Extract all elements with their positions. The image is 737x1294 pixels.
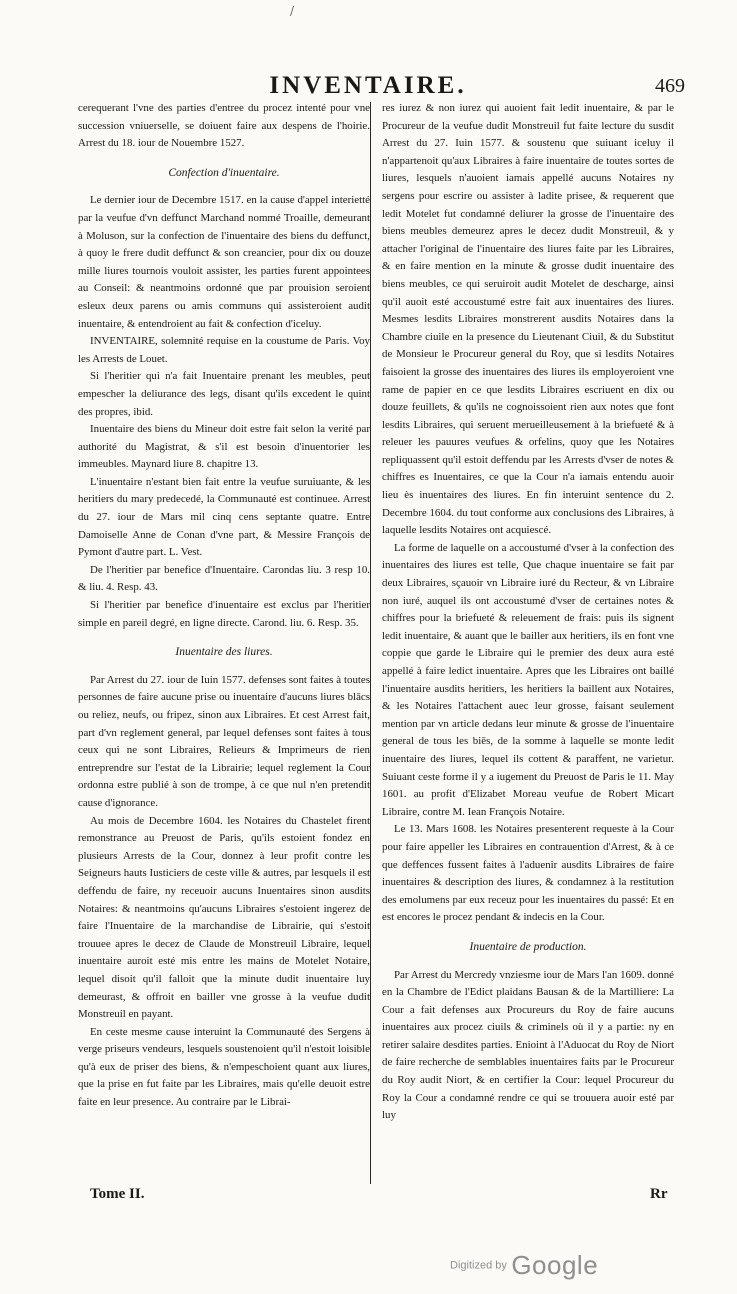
paragraph: INVENTAIRE, solemnité requise en la coustume de Paris. Voy les Arrests de Louet. (78, 335, 370, 365)
signature-mark: Rr (650, 1186, 668, 1202)
volume-label: Tome II. (90, 1186, 145, 1202)
right-column (382, 100, 674, 1125)
paragraph: Si l'heritier par benefice d'inuentaire est exclus par l'heritier simple en pareil degré, en ligne directe. Carond. liu. 6. Resp. 35. (78, 599, 370, 629)
paragraph: cerequerant l'vne des parties d'entree du procez intenté pour vne succession vniuerselle, se doiuent faire aux despens de l'hoirie. Arrest du 18. iour de Nouembre 1527. (78, 102, 370, 150)
page-number: 469 (655, 75, 685, 97)
paragraph: Le 13. Mars 1608. les Notaires presenterent requeste à la Cour pour faire appeller les Libraires en contrauention d'Arrest, & à ce que deffences fussent faites à l'aduenir ausdits Libraires de faire inuentaires & description des liures, & condamnez à la restitution des emolumens par eux receuz pour les inuentaires du passé: Et en est encores le procez pendant & indecis en la Cour. (382, 823, 674, 924)
paragraph: La forme de laquelle on a accoustumé d'vser à la confection des inuentaires des liures est telle, Que chaque inuentaire se fait par deux Libraires, sçauoir vn Libraire iuré du Recteur, & vn Libraire non iuré, auquel ils ont accoustumé d'vser de certaines notes & chiffres pour la briefueté & releuement de frais: puis ils signent ledit inuentaire, & auant que le bailler aux heritiers, ils en font vne coppie que garde le Libraire qui le premier des deux aura esté appellé à faire ledict inuentaire. Apres que les Libraires ont baillé l'inuentaire ausdits heritiers, les heritiers la baillent aux Notaires, & les Notaires l'attachent auec leur grosse, faisant seulement mention par vn article dedans leur minute & grosse de l'inuentaire general de tous les biēs, de la somme à laquelle se monte ledit inuentaire des liures, lequel ils cottent & paraffent, ne varietur. Suiuant ceste forme il y a iugement du Preuost de Paris le 11. May 1601. au profit d'Elizabet Moreau veufue de Robert Micart Libraire, contre M. Iean François Notaire. (382, 541, 674, 818)
paragraph: res iurez & non iurez qui auoient fait ledit inuentaire, & par le Procureur de la veufue dudit Monstreuil fut faite lecture du susdit Arrest du 27. Iuin 1577. & soustenu que suiuant iceluy il n'appartenoit qu'aux Libraires à faire inuentaire de toutes sortes de liures, lesquels n'auoient iamais appellé aucuns Notaires ny sergens pour escrire ou assister à ladite prisee, & requerent que ledit Motelet fut condamné deliurer la grosse de l'inuentaire des biens meubles demeurez apres le decez dudit Monstreuil, & y attacher l'original de l'inuentaire des liures faite par les Libraires, & en faire mention en la minute & grosse dudit inuentaire des biens meubles, ce qui seruiroit audit Motelet de descharge, ainsi qu'il auoit esté accoustumé estre fait aux inuentaires des liures. Mesmes lesdits Libraires monstrerent ausdits Notaires dans la Chambre ciuile en la presence du Lieutenant Ciuil, & du Substitut de Monsieur le Procureur general du Roy, que si lesdits Notaires faisoient la grosse des inuentaires des liures ils employeroient vne rame de papier en ce que lesdits Libraires escriuent en dix ou douze feuillets, & qu'ils ne cognoissoient rien aux notes que font lesdits Libraires, qui seruent merueilleusement à la briefueté & à releuer les pauures veufues & orfelins, quoy que les Notaires repliquassent qu'il estoit deffendu par les Arrests d'vser de notes & chiffres es Inuentaires, ce que la Cour n'a iamais entendu auoir lieu ès inuentaires des liures. En fin interuint sentence du 2. Decembre 1604. du tout conforme aux conclusions des Libraires, à laquelle lesdits Notaires ont acquiescé. (382, 102, 674, 537)
section-heading: Confection d'inuentaire. (168, 166, 280, 179)
paragraph: Le dernier iour de Decembre 1517. en la cause d'appel interietté par la veufue d'vn deffunct Marchand nommé Troaille, demeurant à Moluson, sur la confection de l'inuentaire des biens du deffunct, à quoy le frere dudit deffunct & son creancier, pour dix ou douze mille liures tournois vouloit assister, les parties furent appointees au Conseil: & neantmoins ordonné que par prouision seroient esleux deux parens ou amis communs qui assisteroient audit inuentaire, & entendroient au fait & confection d'iceluy. (78, 194, 370, 330)
running-head-title: INVENTAIRE. (269, 72, 467, 99)
paragraph: En ceste mesme cause interuint la Communauté des Sergens à verge priseurs vendeurs, lesquels soustenoient qu'il n'estoit loisible qu'à eux de priser des biens, & n'empeschoient quant aux liures, que la prise en fut faite par les Libraires, mais qu'elle deuoit estre faite en leur presence. Au contraire par le Librai- (78, 1025, 370, 1109)
digitized-watermark (450, 1250, 598, 1281)
section-heading: Inuentaire de production. (469, 940, 587, 953)
left-column (78, 100, 370, 1112)
section-heading: Inuentaire des liures. (175, 646, 273, 659)
margin-mark: / (290, 4, 295, 18)
column-divider (370, 102, 371, 1184)
paragraph: L'inuentaire n'estant bien fait entre la veufue suruiuante, & les heritiers du mary predecedé, la Communauté est continuee. Arrest du 27. iour de Mars mil cinq cens septante quatre. Entre Damoiselle Anne de Conan d'vne part, & Messire François de Pymont d'autre part. L. Vest. (78, 475, 370, 559)
google-logo: Google (511, 1250, 599, 1280)
paragraph: Par Arrest du 27. iour de Iuin 1577. defenses sont faites à toutes personnes de faire aucune prise ou inuentaire d'aucuns liures blācs ou reliez, neufs, ou fripez, sinon aux Libraires. Et cest Arrest fait, part d'vn reglement general, par lequel defenses sont faites à tous ceux qui ne sont Libraires, Relieurs & Imprimeurs de rien entreprendre sur l'estat de la Librairie; lequel reglement la Cour ordonna estre publié à son de trompe, à ce que nul n'en pretendit cause d'ignorance. (78, 673, 370, 809)
paragraph: De l'heritier par benefice d'Inuentaire. Carondas liu. 3 resp 10. & liu. 4. Resp. 43. (78, 563, 370, 594)
paragraph: Au mois de Decembre 1604. les Notaires du Chastelet firent remonstrance au Preuost de Paris, qu'ils estoient fondez en plusieurs Arrests de la Cour, donnez à leur profit contre les Seigneurs hauts Iusticiers de ceste ville & autres, par lesquels il est deffendu de faire, ny receuoir aucuns Inuentaires sinon ausdits Notaires: & neantmoins qu'aucuns Libraires s'estoient ingerez de faire l'Inuentaire de la marchandise de Librairie, qui s'estoit trouuee apres le decez de Claude de Monstreuil Libraire, lequel inuentaire auroit esté mis entre les mains de Motelet Notaire, lequel disoit qu'il falloit que la minute dudit inuentaire luy demeurast, & offroit en bailler vne grosse à la veufue dudit Monstreuil en payant. (78, 814, 370, 1021)
paragraph: Inuentaire des biens du Mineur doit estre fait selon la verité par authorité du Magistrat, & s'il est besoin d'inuentorier les immeubles. Maynard liure 8. chapitre 13. (78, 423, 370, 471)
watermark-prefix: Digitized by (450, 1259, 507, 1272)
paragraph: Par Arrest du Mercredy vnziesme iour de Mars l'an 1609. donné en la Chambre de l'Edict plaidans Bausan & de la Martilliere: La Cour a fait defenses aux Procureurs du Roy de faire aucuns inuentaires aux procez ciuils & criminels où il y a partie: ny en retirer salaire desdites parties. Enioint à l'Aduocat du Roy de Niort de faire recherche de semblables inuentaires faits par le Procureur du Roy audit Niort, & en certifier la Cour: lequel Procureur du Roy la Cour a condamné rendre ce qui se trouuera auoir esté par luy (382, 968, 674, 1122)
paragraph: Si l'heritier qui n'a fait Inuentaire prenant les meubles, peut empescher la deliurance des legs, disant qu'ils excedent le quint des propres, ibid. (78, 370, 370, 418)
